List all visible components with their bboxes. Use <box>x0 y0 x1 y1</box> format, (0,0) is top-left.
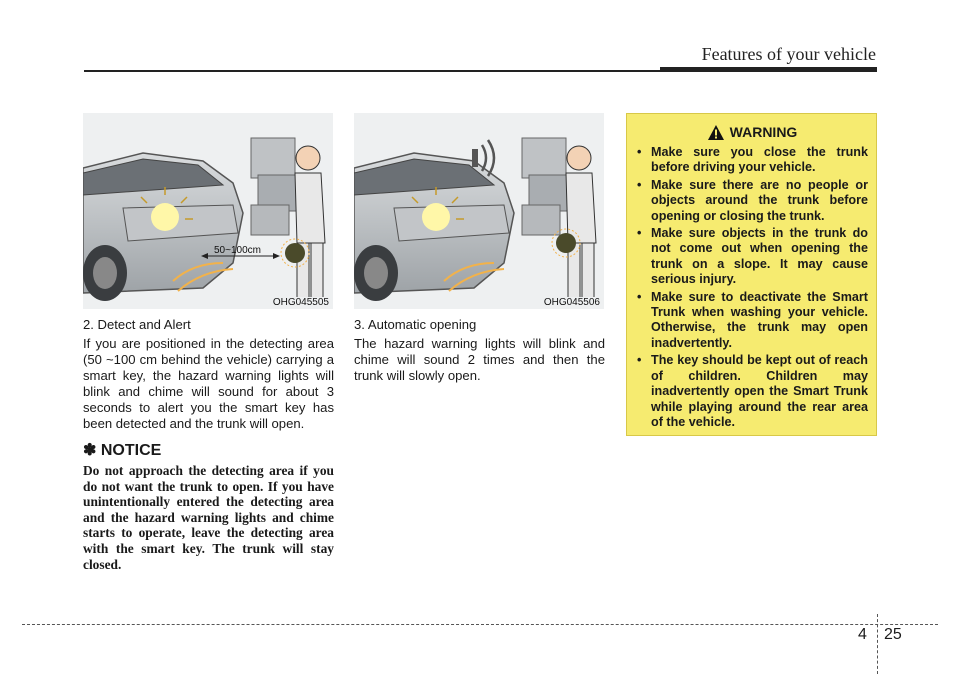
smart-key-icon <box>556 233 576 253</box>
hazard-light-icon <box>151 203 179 231</box>
step-automatic-opening <box>354 317 605 384</box>
page-number: 25 <box>884 626 902 643</box>
warning-item: • The key should be kept out of reach of children. Children may inadvertently open the Smart Trunk while playing around the rear area of the vehicle. <box>637 353 868 429</box>
header-rule-accent <box>660 67 877 72</box>
warning-item: • Make sure you close the trunk before driving your vehicle. <box>637 145 868 175</box>
figure-code: OHG045506 <box>543 297 600 308</box>
footer-rule <box>22 624 938 625</box>
warning-title: WARNING <box>729 124 798 140</box>
step-heading: 2. Detect and Alert <box>83 317 191 332</box>
step-detect-alert <box>83 317 334 432</box>
step-heading: 3. Automatic opening <box>354 317 477 332</box>
warning-item: • Make sure objects in the trunk do not come out when opening the trunk on a slope. It may cause serious injury. <box>637 226 868 287</box>
figure-detect-alert <box>83 113 333 309</box>
figure-automatic-opening <box>354 113 604 309</box>
smart-key-icon <box>285 243 305 263</box>
figure-code: OHG045505 <box>272 297 329 308</box>
distance-label: 50~100cm <box>214 245 261 256</box>
warning-box <box>626 113 877 436</box>
warning-item: • Make sure there are no people or objects around the trunk before opening or closing the trunk. <box>637 177 868 223</box>
car-trunk-illustration <box>354 113 604 309</box>
step-text: The hazard warning lights will blink and chime will sound 2 times and then the trunk will slowly open. <box>354 336 605 383</box>
warning-item: • Make sure to deactivate the Smart Trunk when washing your vehicle. Otherwise, the trunk may open inadvertently. <box>637 289 868 350</box>
warning-list <box>637 145 868 430</box>
section-title: Features of your vehicle <box>701 44 876 64</box>
footer-divider <box>877 614 878 674</box>
notice-text: Do not approach the detecting area if you do not want the trunk to open. If you have unintentionally entered the detecting area and the hazard warning lights and chime starts to operate, leave the detecting area with the smart key. The trunk will stay closed. <box>83 463 334 572</box>
notice-heading: ✽ NOTICE <box>83 442 162 459</box>
warning-triangle-icon <box>708 125 724 140</box>
hazard-light-icon <box>422 203 450 231</box>
warning-heading <box>637 124 868 140</box>
step-text: If you are positioned in the detecting area (50 ~100 cm behind the vehicle) carrying a smart key, the hazard warning lights will blink and chime will sound for about 3 seconds to alert you the smart key has been detected and the trunk will open. <box>83 336 334 431</box>
car-trunk-illustration <box>83 113 333 309</box>
chapter-number: 4 <box>858 626 867 643</box>
